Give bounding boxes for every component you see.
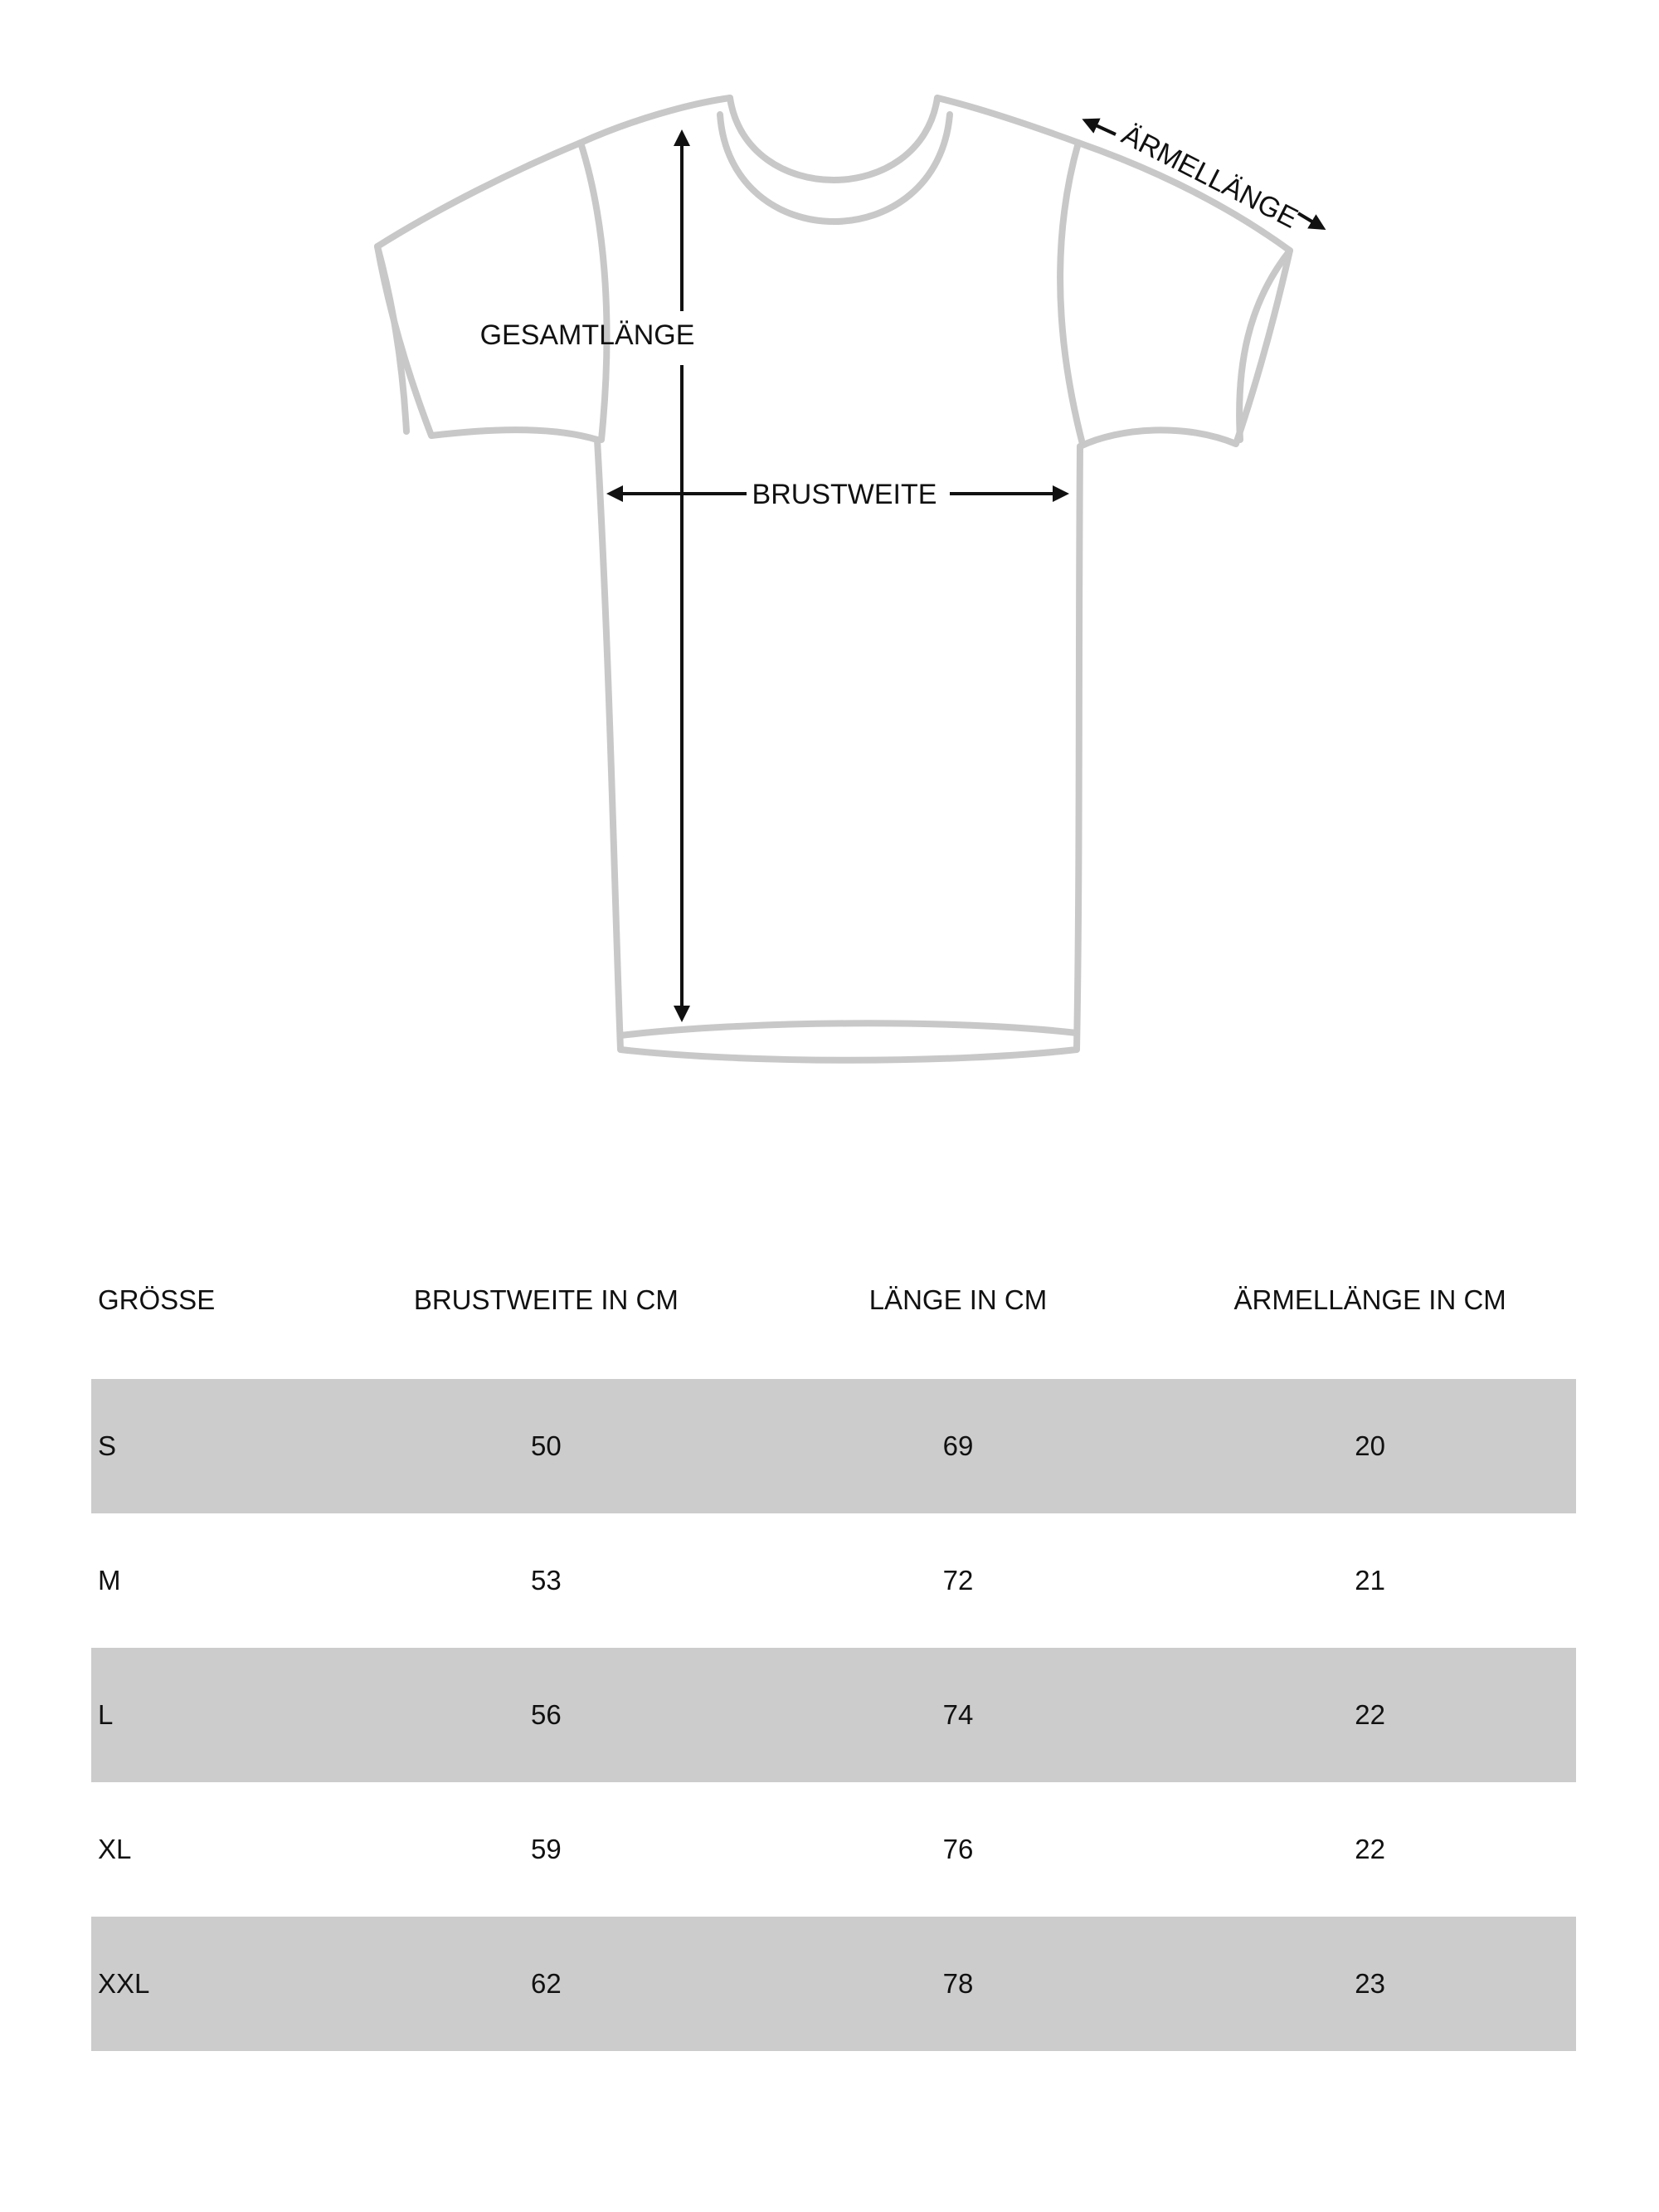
header-size: GRÖSSE	[98, 1284, 216, 1315]
size-table	[91, 1245, 1576, 2051]
cell-length: 74	[752, 1648, 1165, 1782]
table-row	[91, 1513, 1576, 1648]
cell-chest-width: 50	[340, 1379, 752, 1513]
cell-length: 69	[752, 1379, 1165, 1513]
cell-chest-width: 53	[530, 1565, 562, 1596]
cell-length: 76	[942, 1834, 974, 1864]
cell-length: 72	[942, 1565, 974, 1596]
cell-size: S	[91, 1379, 340, 1513]
cell-sleeve-length: 22	[1355, 1834, 1386, 1864]
cell-sleeve-length: 20	[1164, 1379, 1576, 1513]
cell-size: XXL	[91, 1917, 340, 2051]
cell-chest-width: 62	[340, 1917, 752, 2051]
table-header-row	[91, 1245, 1576, 1379]
sleeve-length-arrow-left	[1085, 120, 1116, 134]
header-chest-width: BRUSTWEITE IN CM	[413, 1284, 679, 1315]
table-row	[91, 1648, 1576, 1782]
header-length: LÄNGE IN CM	[868, 1284, 1048, 1315]
cell-size: L	[91, 1648, 340, 1782]
total-length-label: GESAMTLÄNGE	[479, 319, 695, 351]
table-row	[91, 1917, 1576, 2051]
cell-chest-width: 56	[340, 1648, 752, 1782]
measurement-arrows	[610, 120, 1323, 1019]
cell-chest-width: 59	[530, 1834, 562, 1864]
sleeve-length-label: ÄRMELLÄNGE	[1117, 119, 1303, 235]
header-sleeve-length: ÄRMELLÄNGE IN CM	[1233, 1284, 1506, 1315]
table-row	[91, 1379, 1576, 1513]
tshirt-outline	[377, 98, 1290, 1060]
table-row	[91, 1782, 1576, 1917]
sleeve-length-arrow-right	[1298, 213, 1323, 228]
chest-width-label: BRUSTWEITE	[752, 479, 937, 510]
cell-size: M	[98, 1565, 121, 1596]
cell-sleeve-length: 22	[1164, 1648, 1576, 1782]
cell-size: XL	[98, 1834, 132, 1864]
cell-sleeve-length: 21	[1355, 1565, 1386, 1596]
cell-sleeve-length: 23	[1164, 1917, 1576, 2051]
cell-length: 78	[752, 1917, 1165, 2051]
